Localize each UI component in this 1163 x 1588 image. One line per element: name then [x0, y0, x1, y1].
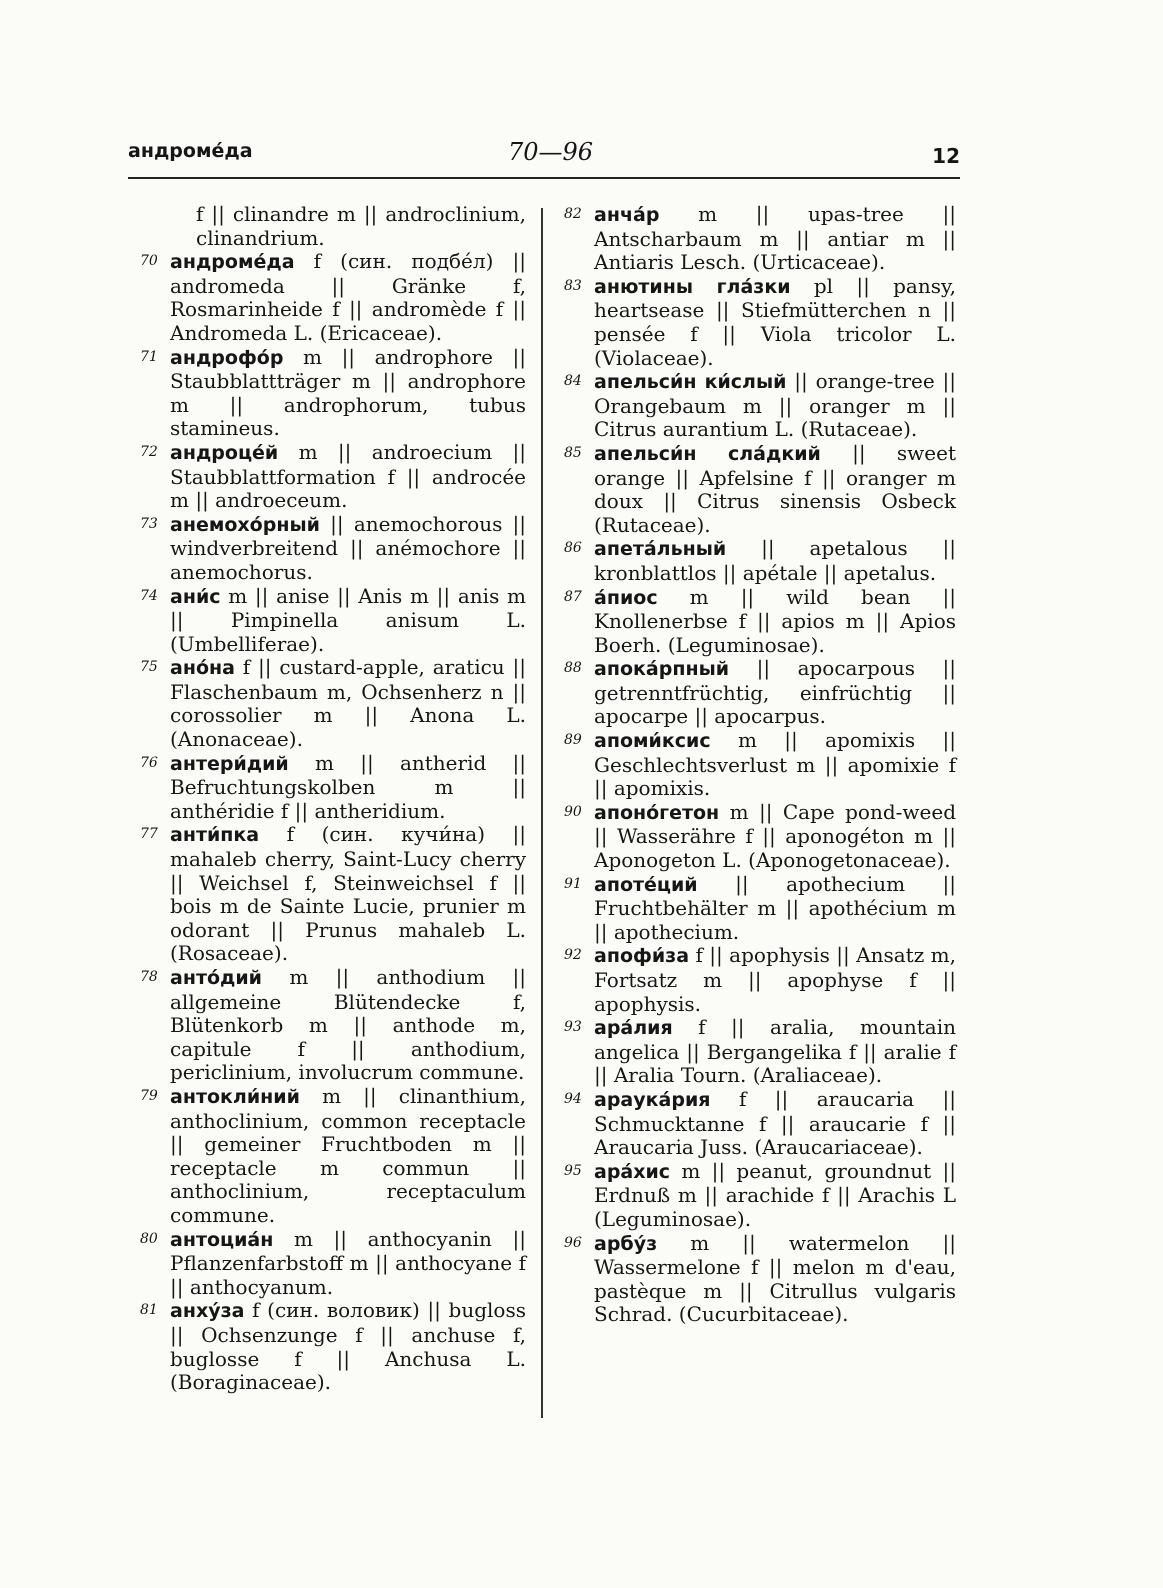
entry-headword: анху́за — [170, 1300, 245, 1323]
entry-translations: m || antherid || Befruchtungskolben m || anthéridie f || antheridium. — [170, 750, 527, 823]
entry-translations: m || Cape pond-weed || Wasserähre f || aponogéton m || Aponogeton L. (Aponogetonaceae). — [594, 799, 956, 873]
dictionary-entry — [140, 656, 526, 751]
page-number: 12 — [932, 144, 960, 168]
entry-translations: f || aralia, mountain angelica || Bergangelika f || aralie f || Aralia Tourn. (Araliaceae). — [594, 1015, 956, 1088]
dictionary-entry — [140, 823, 526, 966]
entry-number: 96 — [564, 1234, 582, 1251]
entry-translations: || anemochorous || windverbreitend || anémochore || anemochorus. — [170, 511, 527, 584]
entry-headword: апета́льный — [594, 538, 727, 561]
dictionary-entry — [564, 203, 956, 275]
dictionary-entry — [140, 513, 526, 585]
dictionary-entry — [140, 1299, 526, 1394]
entry-headword: апоми́ксис — [594, 730, 711, 753]
entry-headword: апофи́за — [594, 945, 690, 968]
entry-number: 87 — [564, 588, 582, 605]
dictionary-entry — [564, 873, 956, 945]
entry-translations: m || anthodium || allgemeine Blütendecke f, Blütenkorb m || anthode m, capitule f || anthodium, periclinium, involucrum commune. — [170, 965, 526, 1085]
dictionary-entry — [564, 370, 956, 442]
entry-translations: || apothecium || Fruchtbehälter m || apothécium m || apothecium. — [594, 871, 957, 944]
dictionary-entry — [140, 441, 526, 513]
entry-translations: || sweet orange || Apfelsine f || oranger m doux || Citrus sinensis Osbeck (Rutaceae). — [594, 440, 956, 537]
dictionary-entry — [564, 442, 956, 537]
entry-number: 70 — [140, 253, 158, 270]
dictionary-entry — [564, 801, 956, 873]
entry-headword: араука́рия — [594, 1088, 711, 1111]
dictionary-entry — [564, 1088, 956, 1160]
entry-translations: m || wild bean || Knollenerbse f || apios m || Apios Boerh. (Leguminosae). — [594, 584, 956, 657]
entry-translations: f || custard-apple, araticu || Flaschenbaum m, Ochsenherz n || corossolier m || Anona L. (Anonaceae). — [170, 655, 526, 752]
dictionary-entry — [564, 275, 956, 370]
dictionary-entry — [564, 1160, 956, 1232]
entry-number: 84 — [564, 373, 582, 390]
entry-headword: анти́пка — [170, 824, 260, 847]
entry-headword: анто́дий — [170, 967, 262, 989]
dictionary-entry — [564, 729, 956, 801]
entry-translations: f (син. воловик) || bugloss || Ochsenzunge f || anchuse f, buglosse f || Anchusa L. (Boraginaceae). — [170, 1298, 526, 1395]
entry-headword: андроце́й — [170, 441, 279, 464]
entry-headword: андрофо́р — [170, 346, 284, 369]
entry-headword: анча́р — [594, 204, 660, 226]
dictionary-entry — [564, 586, 956, 658]
header-rule — [128, 177, 960, 179]
dictionary-entry — [140, 346, 526, 441]
entry-number: 85 — [564, 444, 582, 461]
entry-translations: || apocarpous || getrenntfrüchtig, einfrüchtig || apocarpe || apocarpus. — [594, 656, 957, 729]
entry-number: 95 — [564, 1162, 582, 1179]
entry-translations: m || anthocyanin || Pflanzenfarbstoff m || anthocyane f || anthocyanum. — [170, 1226, 526, 1299]
dictionary-entry — [140, 250, 526, 345]
running-headword: андроме́да — [128, 140, 253, 162]
entry-translations: pl || pansy, heartsease || Stiefmütterchen n || pensée f || Viola tricolor L. (Violaceae). — [594, 273, 956, 370]
entry-translations: f (син. кучи́на) || mahaleb cherry, Saint-Lucy cherry || Weichsel f, Steinweichsel f || bois m de Sainte Lucie, prunier m odorant || Prunus mahaleb L. (Rosaceae). — [170, 822, 526, 966]
entry-headword: ани́с — [170, 585, 221, 608]
entry-headword: апока́рпный — [594, 658, 730, 681]
entry-headword: антокли́ний — [170, 1085, 300, 1108]
dictionary-entry — [564, 944, 956, 1016]
entry-translations: || apetalous || kronblattlos || apétale || apetalus. — [594, 536, 956, 585]
entry-translations: || orange-tree || Orangebaum m || oranger m || Citrus aurantium L. (Rutaceae). — [594, 369, 956, 442]
entry-number: 91 — [564, 875, 582, 892]
entry-headword: анютины гла́зки — [594, 275, 791, 298]
entry-headword: апельси́н ки́слый — [594, 371, 787, 394]
entry-number: 82 — [564, 206, 582, 222]
entry-number: 86 — [564, 540, 582, 557]
dictionary-entry — [564, 537, 956, 585]
entry-headword: апоте́ций — [594, 873, 698, 896]
dictionary-entry — [140, 966, 526, 1085]
entry-number: 80 — [140, 1230, 158, 1247]
dictionary-entry — [564, 1016, 956, 1088]
column-divider — [541, 208, 543, 1418]
entry-number: 89 — [564, 732, 582, 749]
entry-translations: f || araucaria || Schmucktanne f || araucarie f || Araucaria Juss. (Araucariaceae). — [594, 1086, 956, 1160]
entry-translations: m || androecium || Staubblattformation f || androcée m || androeceum. — [170, 439, 526, 513]
entry-number: 73 — [140, 515, 158, 532]
entry-number: 92 — [564, 947, 582, 964]
entry-headword: ано́на — [170, 657, 235, 680]
entry-headword: апельси́н сла́дкий — [594, 442, 821, 465]
page-header — [128, 138, 960, 172]
entry-translations: m || peanut, groundnut || Erdnuß m || arachide f || Arachis L (Leguminosae). — [594, 1158, 956, 1231]
entry-number: 77 — [140, 826, 158, 843]
entry-translations: m || androphore || Staubblattträger m || androphore m || androphorum, tubus stamineus. — [170, 344, 526, 441]
entry-number: 93 — [564, 1019, 582, 1036]
left-column — [140, 203, 526, 1395]
entry-translations: m || watermelon || Wassermelone f || melon m d'eau, pastèque m || Citrullus vulgaris Schrad. (Cucurbitaceae). — [594, 1230, 956, 1327]
entry-translations: f (син. подбе́л) || andromeda || Gränke f, Rosmarinheide f || andromède f || Andromeda L. (Ericaceae). — [170, 249, 526, 345]
dictionary-entry — [564, 1232, 956, 1327]
dictionary-entry — [140, 1228, 526, 1300]
entry-number: 81 — [140, 1302, 158, 1319]
dictionary-entry — [564, 657, 956, 729]
entry-headword: ара́лия — [594, 1017, 673, 1040]
entry-number: 75 — [140, 659, 158, 676]
continuation-text: f || clinandre m || androclinium, clinandrium. — [196, 202, 526, 250]
entry-headword: арбу́з — [594, 1232, 658, 1255]
dictionary-entry — [140, 1085, 526, 1228]
entry-headword: антоциа́н — [170, 1228, 274, 1251]
entry-number: 79 — [140, 1087, 158, 1104]
entry-translations: m || upas-tree || Antscharbaum m || antiar m || Antiaris Lesch. (Urticaceae). — [594, 202, 957, 275]
entry-number: 90 — [564, 803, 582, 820]
entry-range: 70—96 — [508, 138, 594, 166]
entry-translations: f || apophysis || Ansatz m, Fortsatz m || apophyse f || apophysis. — [594, 943, 956, 1016]
entry-headword: андроме́да — [170, 251, 295, 274]
dictionary-entry — [140, 752, 526, 824]
right-column — [564, 203, 956, 1327]
entry-number: 94 — [564, 1090, 582, 1107]
entry-number: 74 — [140, 587, 158, 604]
dictionary-entry — [140, 585, 526, 657]
entry-headword: ара́хис — [594, 1160, 671, 1183]
entry-number: 78 — [140, 969, 158, 985]
entry-translations: m || apomixis || Geschlechtsverlust m || apomixie f || apomixis. — [594, 728, 956, 801]
entry-headword: а́пиос — [594, 586, 658, 609]
entry-number: 76 — [140, 754, 158, 771]
entry-number: 83 — [564, 277, 582, 294]
entry-number: 71 — [140, 348, 158, 365]
entry-headword: апоно́гетон — [594, 801, 720, 824]
entry-headword: анемохо́рный — [170, 513, 320, 536]
entry-translations: m || clinanthium, anthoclinium, common receptacle || gemeiner Fruchtboden m || receptacle m commun || anthoclinium, receptaculum commune. — [170, 1083, 526, 1227]
entry-translations: m || anise || Anis m || anis m || Pimpinella anisum L. (Umbelliferae). — [170, 583, 527, 656]
entry-headword: антери́дий — [170, 752, 289, 775]
entry-number: 72 — [140, 443, 158, 460]
entry-number: 88 — [564, 660, 582, 677]
